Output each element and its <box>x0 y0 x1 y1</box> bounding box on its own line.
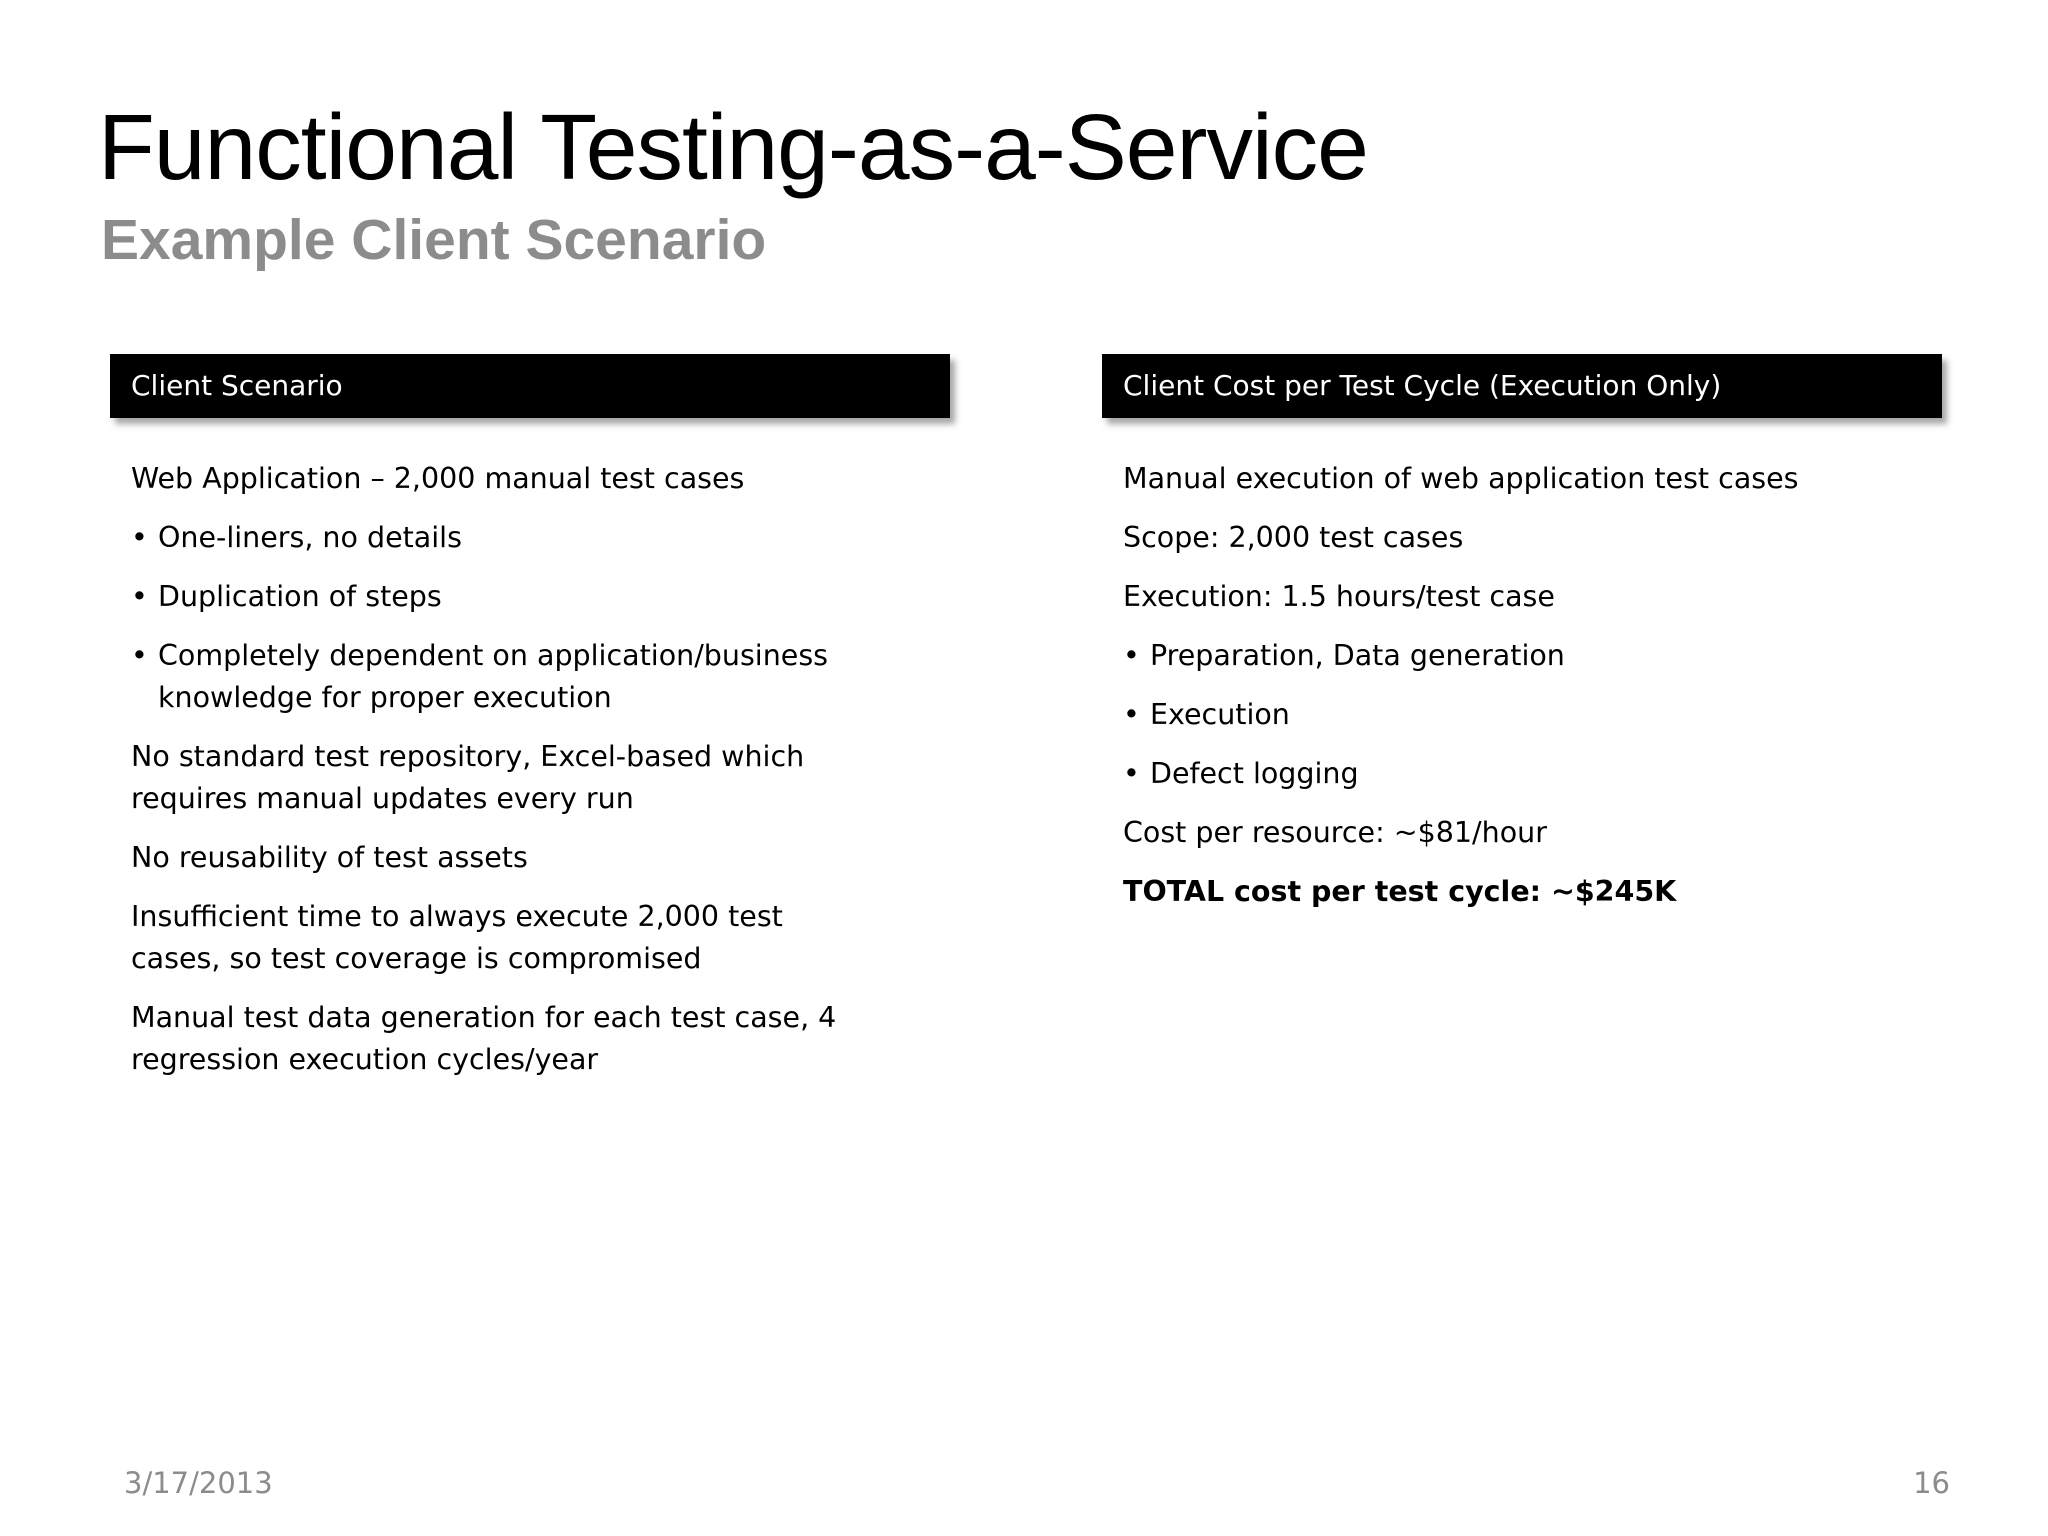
scenario-bullet <box>131 576 851 618</box>
bullet-text: Defect logging <box>1150 757 1359 790</box>
bullet-icon: • <box>1123 639 1140 672</box>
client-scenario-panel <box>110 354 950 1098</box>
bullet-text: Execution <box>1150 698 1290 731</box>
scenario-line: Insufficient time to always execute 2,000 test cases, so test coverage is compromised <box>131 900 783 975</box>
scenario-bullet <box>131 635 851 719</box>
page-number: 16 <box>1913 1466 1950 1500</box>
bullet-icon: • <box>1123 757 1140 790</box>
scenario-bullet <box>131 517 851 559</box>
client-scenario-body <box>110 458 861 1081</box>
client-cost-header: Client Cost per Test Cycle (Execution Only) <box>1102 354 1942 418</box>
footer-date: 3/17/2013 <box>124 1466 273 1500</box>
cost-bullet <box>1123 753 1932 795</box>
slide-subtitle: Example Client Scenario <box>101 208 767 272</box>
bullet-icon: • <box>131 639 148 672</box>
bullet-icon: • <box>131 580 148 613</box>
total-cost-line: TOTAL cost per test cycle: ~$245K <box>1123 875 1677 908</box>
bullet-icon: • <box>1123 698 1140 731</box>
cost-bullet <box>1123 694 1932 736</box>
bullet-text: One-liners, no details <box>158 521 462 554</box>
cost-line: Execution: 1.5 hours/test case <box>1123 580 1555 613</box>
cost-line: Manual execution of web application test cases <box>1123 462 1799 495</box>
client-cost-panel <box>1102 354 1942 930</box>
cost-line: Scope: 2,000 test cases <box>1123 521 1464 554</box>
scenario-line: Manual test data generation for each test case, 4 regression execution cycles/year <box>131 1001 837 1076</box>
bullet-text: Duplication of steps <box>158 580 442 613</box>
bullet-text: Preparation, Data generation <box>1150 639 1565 672</box>
bullet-text: Completely dependent on application/business knowledge for proper execution <box>158 639 829 714</box>
cost-bullet <box>1123 635 1932 677</box>
scenario-line: No standard test repository, Excel-based which requires manual updates every run <box>131 740 805 815</box>
scenario-line: Web Application – 2,000 manual test cases <box>131 462 745 495</box>
cost-line: Cost per resource: ~$81/hour <box>1123 816 1547 849</box>
client-scenario-header: Client Scenario <box>110 354 950 418</box>
slide-title: Functional Testing-as-a-Service <box>98 95 1368 199</box>
client-cost-body <box>1102 458 1942 913</box>
scenario-line: No reusability of test assets <box>131 841 528 874</box>
bullet-icon: • <box>131 521 148 554</box>
